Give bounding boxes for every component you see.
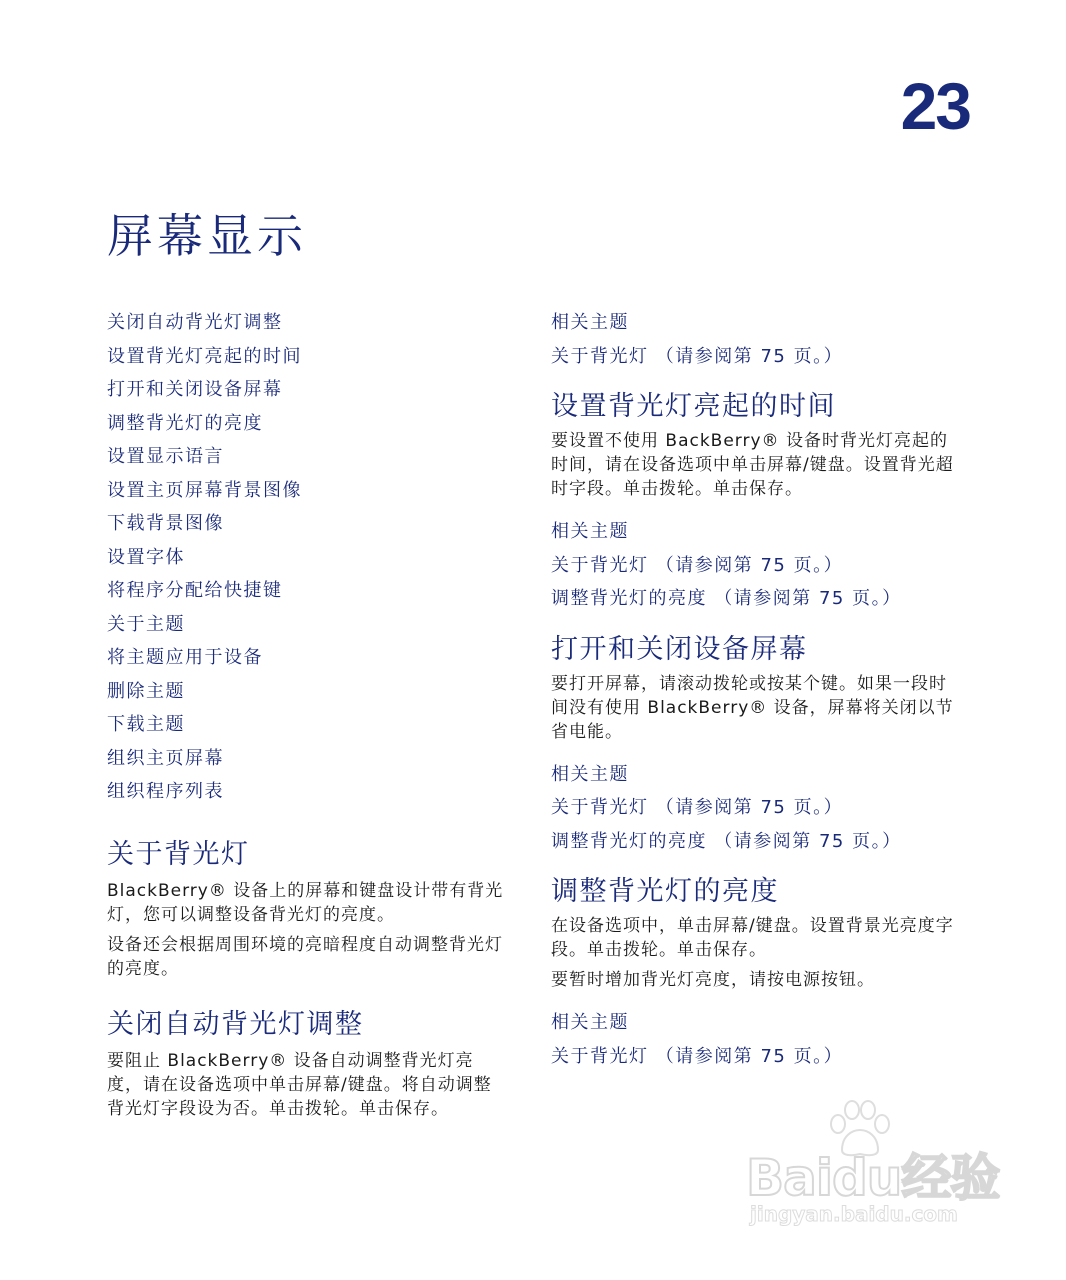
toc-link[interactable]: 组织主页屏幕 <box>107 747 224 769</box>
right-column <box>551 306 961 1073</box>
chapter-number: 23 <box>900 69 970 143</box>
related-link[interactable]: 关于背光灯 （请参阅第 75 页。） <box>551 554 844 576</box>
about-backlight-heading: 关于背光灯 <box>107 838 250 870</box>
toc-link[interactable]: 组织程序列表 <box>107 781 224 802</box>
disable-auto-para: 要阻止 BlackBerry® 设备自动调整背光灯亮度，请在设备选项中单击屏幕/键盘。将自动调整背光灯字段设为否。单击拨轮。单击保存。 <box>107 1050 492 1119</box>
toc-link[interactable]: 设置字体 <box>107 546 185 568</box>
toc-link[interactable]: 关闭自动背光灯调整 <box>107 312 283 333</box>
about-backlight-para: 设备还会根据周围环境的亮暗程度自动调整背光灯的亮度。 <box>107 934 503 979</box>
toc-link[interactable]: 关于主题 <box>107 613 185 635</box>
related-topics-label: 相关主题 <box>551 312 629 333</box>
toc-link[interactable]: 将主题应用于设备 <box>107 647 263 668</box>
related-topics-label: 相关主题 <box>551 763 629 785</box>
disable-auto-heading: 关闭自动背光灯调整 <box>107 1008 364 1040</box>
related-link[interactable]: 关于背光灯 （请参阅第 75 页。） <box>551 797 844 818</box>
toc-link[interactable]: 设置主页屏幕背景图像 <box>107 479 302 501</box>
toc-link[interactable]: 调整背光灯的亮度 <box>107 412 263 434</box>
adjust-brightness-heading: 调整背光灯的亮度 <box>551 876 779 907</box>
left-column <box>107 306 507 1121</box>
toc-link[interactable]: 设置显示语言 <box>107 446 224 467</box>
watermark-url: jingyan.baidu.com <box>750 1202 958 1226</box>
adjust-brightness-para: 要暂时增加背光灯亮度，请按电源按钮。 <box>551 970 875 990</box>
toggle-screen-para: 要打开屏幕，请滚动拨轮或按某个键。如果一段时间没有使用 BlackBerry® 设备，屏幕将关闭以节省电能。 <box>551 673 954 742</box>
toc-link[interactable]: 设置背光灯亮起的时间 <box>107 345 302 367</box>
page-title: 屏幕显示 <box>107 209 307 263</box>
toc-link[interactable]: 下载主题 <box>107 714 185 735</box>
about-backlight-para: BlackBerry® 设备上的屏幕和键盘设计带有背光灯，您可以调整设备背光灯的亮度。 <box>107 880 504 925</box>
watermark-brand: Baidu经验 <box>746 1149 1000 1207</box>
adjust-brightness-para: 在设备选项中，单击屏幕/键盘。设置背景光亮度字段。单击拨轮。单击保存。 <box>551 916 954 960</box>
related-link[interactable]: 调整背光灯的亮度 （请参阅第 75 页。） <box>551 588 902 609</box>
toc-link[interactable]: 下载背景图像 <box>107 513 224 534</box>
set-time-para: 要设置不使用 BackBerry® 设备时背光灯亮起的时间，请在设备选项中单击屏幕/键盘。设置背光超时字段。单击拨轮。单击保存。 <box>551 431 954 499</box>
related-link[interactable]: 关于背光灯 （请参阅第 75 页。） <box>551 1045 844 1067</box>
set-time-heading: 设置背光灯亮起的时间 <box>551 391 836 422</box>
related-topics-label: 相关主题 <box>551 521 629 542</box>
baidu-watermark <box>746 1098 1006 1238</box>
toggle-screen-heading: 打开和关闭设备屏幕 <box>551 633 808 665</box>
toc-link[interactable]: 将程序分配给快捷键 <box>107 580 283 601</box>
related-link[interactable]: 关于背光灯 （请参阅第 75 页。） <box>551 345 844 367</box>
related-link[interactable]: 调整背光灯的亮度 （请参阅第 75 页。） <box>551 830 902 852</box>
related-topics-label: 相关主题 <box>551 1012 629 1033</box>
toc-link[interactable]: 删除主题 <box>107 680 185 702</box>
toc-link[interactable]: 打开和关闭设备屏幕 <box>107 379 283 400</box>
toc-list <box>107 306 507 809</box>
